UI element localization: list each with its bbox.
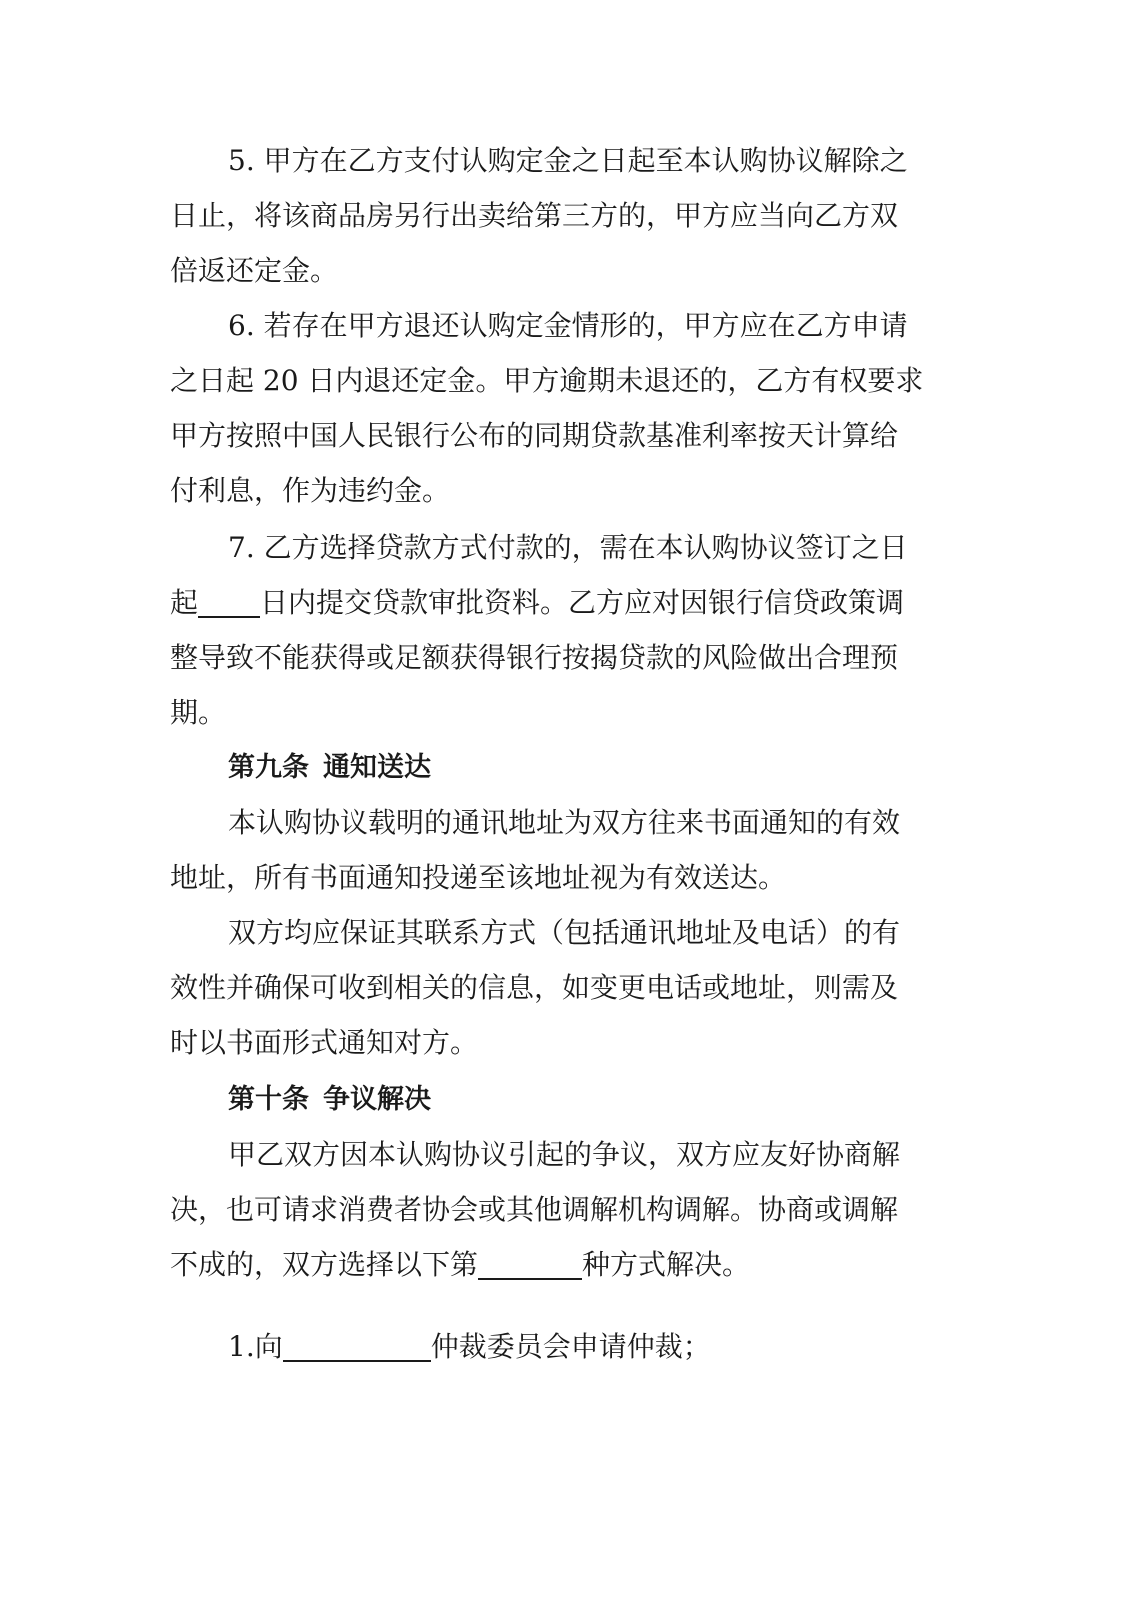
article-9-number: 第九条 (228, 752, 309, 783)
item-6-line-1: 6. 若存在甲方退还认购定金情形的，甲方应在乙方申请 (228, 309, 908, 342)
arbitration-commission-blank[interactable] (283, 1334, 431, 1362)
item-6-line-2: 之日起 20 日内退还定金。甲方逾期未退还的，乙方有权要求 (170, 364, 924, 397)
article-9-p2-line-2: 效性并确保可收到相关的信息，如变更电话或地址，则需及 (170, 971, 899, 1004)
item-5-line-2: 日止，将该商品房另行出卖给第三方的，甲方应当向乙方双 (170, 199, 899, 232)
arbitration-option-1 (228, 1329, 711, 1365)
article-9-p1-line-2: 地址，所有书面通知投递至该地址视为有效送达。 (170, 861, 787, 894)
article-9-p2-line-3: 时以书面形式通知对方。 (170, 1026, 479, 1059)
article-9-p1-line-1: 本认购协议载明的通讯地址为双方往来书面通知的有效 (228, 806, 901, 839)
item-6-line-3: 甲方按照中国人民银行公布的同期贷款基准利率按天计算给 (170, 419, 899, 452)
article-10-p1-line-3 (170, 1247, 750, 1283)
item-7-line-1: 7. 乙方选择贷款方式付款的，需在本认购协议签订之日 (228, 531, 908, 564)
article-9-p2-line-1: 双方均应保证其联系方式（包括通讯地址及电话）的有 (228, 916, 901, 949)
item-5-line-3: 倍返还定金。 (170, 254, 339, 287)
article-10-title: 争议解决 (323, 1084, 431, 1115)
arbitration-option-1-start: 1.向 (228, 1330, 283, 1363)
item-7-line-4: 期。 (170, 696, 227, 729)
item-6-line-4: 付利息，作为违约金。 (170, 474, 451, 507)
item-7-line-3: 整导致不能获得或足额获得银行按揭贷款的风险做出合理预 (170, 641, 899, 674)
item-7-line-2-end: 日内提交贷款审批资料。乙方应对因银行信贷政策调 (260, 586, 905, 619)
article-9-heading (228, 750, 431, 786)
item-7-line-2 (170, 585, 904, 621)
article-10-p1-line-3-end: 种方式解决。 (582, 1248, 751, 1281)
article-10-p1-line-2: 决，也可请求消费者协会或其他调解机构调解。协商或调解 (170, 1193, 899, 1226)
item-7-line-2-start: 起 (170, 586, 199, 619)
article-10-number: 第十条 (228, 1084, 309, 1115)
article-9-title: 通知送达 (323, 752, 431, 783)
arbitration-option-1-end: 仲裁委员会申请仲裁； (430, 1330, 711, 1363)
article-10-heading (228, 1082, 431, 1118)
option-number-blank[interactable] (478, 1252, 582, 1280)
days-blank[interactable] (198, 590, 260, 618)
item-5-line-1: 5. 甲方在乙方支付认购定金之日起至本认购协议解除之 (228, 144, 908, 177)
article-10-p1-line-3-start: 不成的，双方选择以下第 (170, 1248, 479, 1281)
article-10-p1-line-1: 甲乙双方因本认购协议引起的争议，双方应友好协商解 (228, 1138, 901, 1171)
